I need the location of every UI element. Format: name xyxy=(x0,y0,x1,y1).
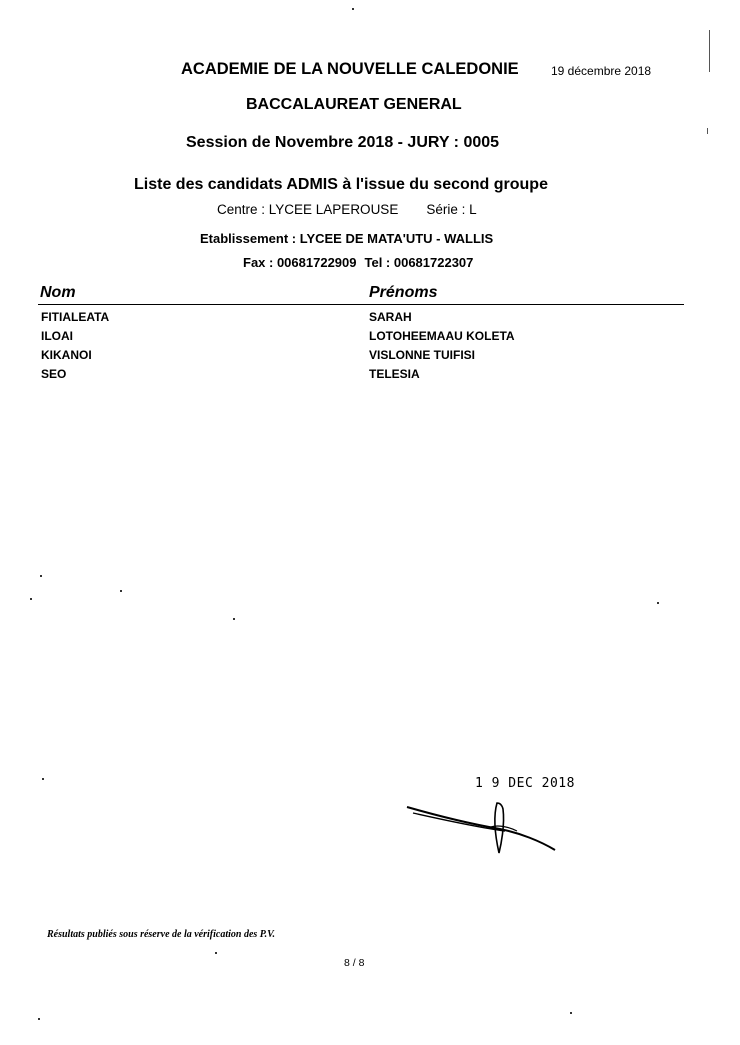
fax-number: Fax : 00681722909 xyxy=(243,255,357,270)
scan-speck xyxy=(40,575,42,577)
scan-speck xyxy=(570,1012,572,1014)
session-line: Session de Novembre 2018 - JURY : 0005 xyxy=(186,134,500,151)
page-number: 8 / 8 xyxy=(344,957,365,969)
tel-number: Tel : 00681722307 xyxy=(364,255,474,270)
table-row xyxy=(0,367,740,386)
date-stamp: 1 9 DEC 2018 xyxy=(475,776,575,791)
list-title: Liste des candidats ADMIS à l'issue du second groupe xyxy=(134,176,548,193)
scan-speck xyxy=(233,618,235,620)
header-rule xyxy=(38,304,684,305)
scan-speck xyxy=(42,778,44,780)
candidate-nom: FITIALEATA xyxy=(41,310,110,324)
scan-edge-mark xyxy=(709,30,710,72)
scan-edge-mark xyxy=(707,128,708,134)
scan-speck xyxy=(120,590,122,592)
exam-title: BACCALAUREAT GENERAL xyxy=(246,96,462,113)
column-header-nom: Nom xyxy=(40,284,76,301)
academy-title: ACADEMIE DE LA NOUVELLE CALEDONIE xyxy=(181,60,519,78)
footnote: Résultats publiés sous réserve de la vérification des P.V. xyxy=(47,929,275,940)
candidate-prenoms: LOTOHEEMAAU KOLETA xyxy=(369,329,515,343)
scan-speck xyxy=(352,8,354,10)
centre-line xyxy=(217,202,477,217)
signature-icon xyxy=(405,795,560,865)
scan-speck xyxy=(215,952,217,954)
candidate-nom: KIKANOI xyxy=(41,348,92,362)
column-header-prenoms: Prénoms xyxy=(369,284,438,301)
table-row xyxy=(0,310,740,329)
candidate-prenoms: TELESIA xyxy=(369,367,420,381)
table-row xyxy=(0,329,740,348)
document-date: 19 décembre 2018 xyxy=(551,64,652,78)
contact-line xyxy=(243,255,473,270)
candidate-nom: SEO xyxy=(41,367,67,381)
etablissement-line: Etablissement : LYCEE DE MATA'UTU - WALLIS xyxy=(200,231,494,246)
table-row xyxy=(0,348,740,367)
candidate-prenoms: SARAH xyxy=(369,310,412,324)
candidate-nom: ILOAI xyxy=(41,329,73,343)
scan-speck xyxy=(657,602,659,604)
scan-speck xyxy=(38,1018,40,1020)
candidate-prenoms: VISLONNE TUIFISI xyxy=(369,348,476,362)
scan-speck xyxy=(30,598,32,600)
serie-label: Série : L xyxy=(426,202,477,217)
candidates-table xyxy=(0,310,740,386)
centre-label: Centre : LYCEE LAPEROUSE xyxy=(217,202,399,217)
